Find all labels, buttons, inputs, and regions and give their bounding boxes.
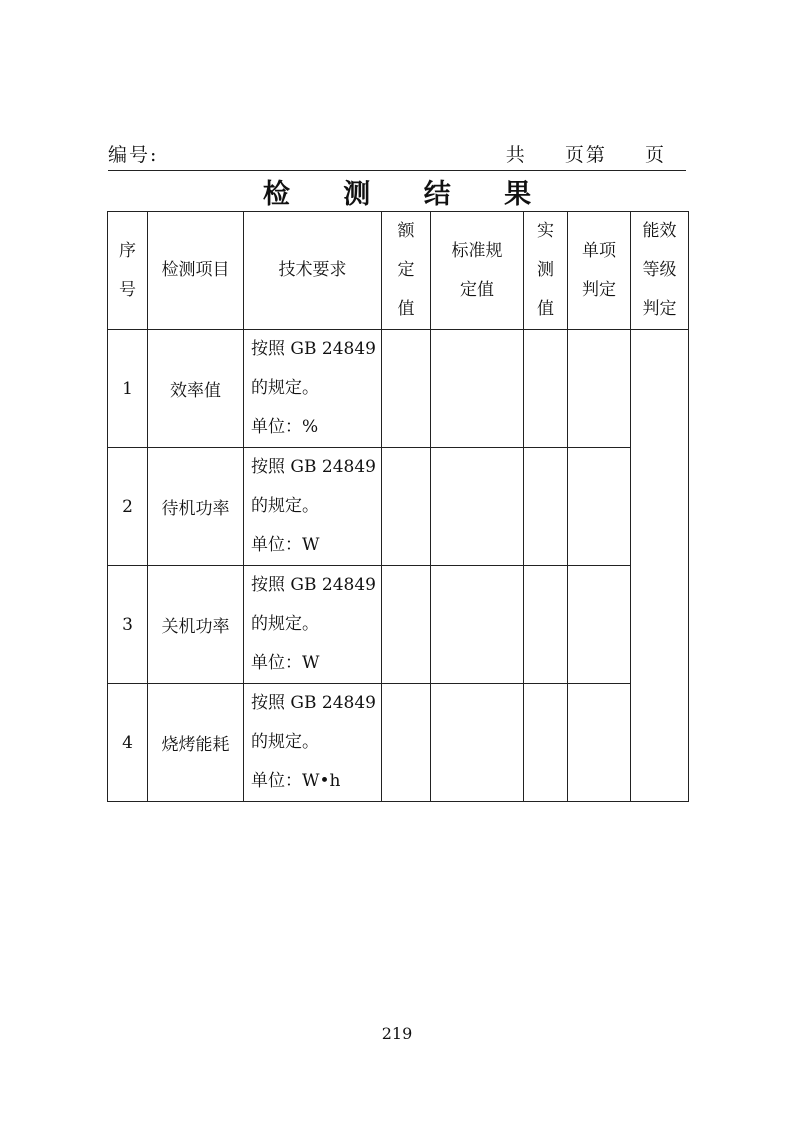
column-header-judgment: 单项判定	[568, 212, 631, 330]
table-row	[108, 330, 689, 448]
column-header-measured: 实测值	[524, 212, 568, 330]
page-count-label	[506, 140, 666, 167]
column-header-rated: 额定值	[382, 212, 431, 330]
current-page-label: 页第	[564, 144, 607, 166]
cell-index: 3	[108, 566, 148, 684]
document-header	[108, 140, 686, 171]
cell-measured	[524, 448, 568, 566]
cell-judgment	[568, 448, 631, 566]
column-header-index: 序号	[108, 212, 148, 330]
table-row	[108, 566, 689, 684]
cell-index: 2	[108, 448, 148, 566]
table-row	[108, 448, 689, 566]
cell-item: 待机功率	[148, 448, 244, 566]
table-header-row	[108, 212, 689, 330]
page-suffix-label: 页	[644, 144, 666, 166]
cell-judgment	[568, 330, 631, 448]
cell-rated	[382, 566, 431, 684]
cell-requirement: 按照 GB 24849 的规定。 单位：W•h	[244, 684, 382, 802]
cell-standard	[431, 448, 524, 566]
cell-standard	[431, 684, 524, 802]
cell-efficiency-grade	[631, 330, 689, 802]
page-title: 检 测 结 果	[262, 179, 554, 210]
cell-measured	[524, 566, 568, 684]
cell-item: 关机功率	[148, 566, 244, 684]
cell-requirement: 按照 GB 24849 的规定。 单位：%	[244, 330, 382, 448]
cell-judgment	[568, 566, 631, 684]
cell-rated	[382, 684, 431, 802]
cell-judgment	[568, 684, 631, 802]
cell-measured	[524, 330, 568, 448]
table-row	[108, 684, 689, 802]
cell-item: 效率值	[148, 330, 244, 448]
cell-index: 1	[108, 330, 148, 448]
column-header-item: 检测项目	[148, 212, 244, 330]
total-pages-label: 共	[505, 144, 527, 166]
column-header-efficiency-grade: 能效等级判定	[631, 212, 689, 330]
cell-rated	[382, 448, 431, 566]
document-number-label: 编号:	[108, 144, 159, 166]
cell-item: 烧烤能耗	[148, 684, 244, 802]
cell-requirement: 按照 GB 24849 的规定。 单位：W	[244, 448, 382, 566]
cell-requirement: 按照 GB 24849 的规定。 单位：W	[244, 566, 382, 684]
column-header-requirement: 技术要求	[244, 212, 382, 330]
page-number: 219	[381, 1024, 413, 1043]
cell-measured	[524, 684, 568, 802]
cell-standard	[431, 330, 524, 448]
cell-standard	[431, 566, 524, 684]
cell-index: 4	[108, 684, 148, 802]
column-header-standard: 标准规定值	[431, 212, 524, 330]
results-table	[107, 211, 689, 802]
cell-rated	[382, 330, 431, 448]
